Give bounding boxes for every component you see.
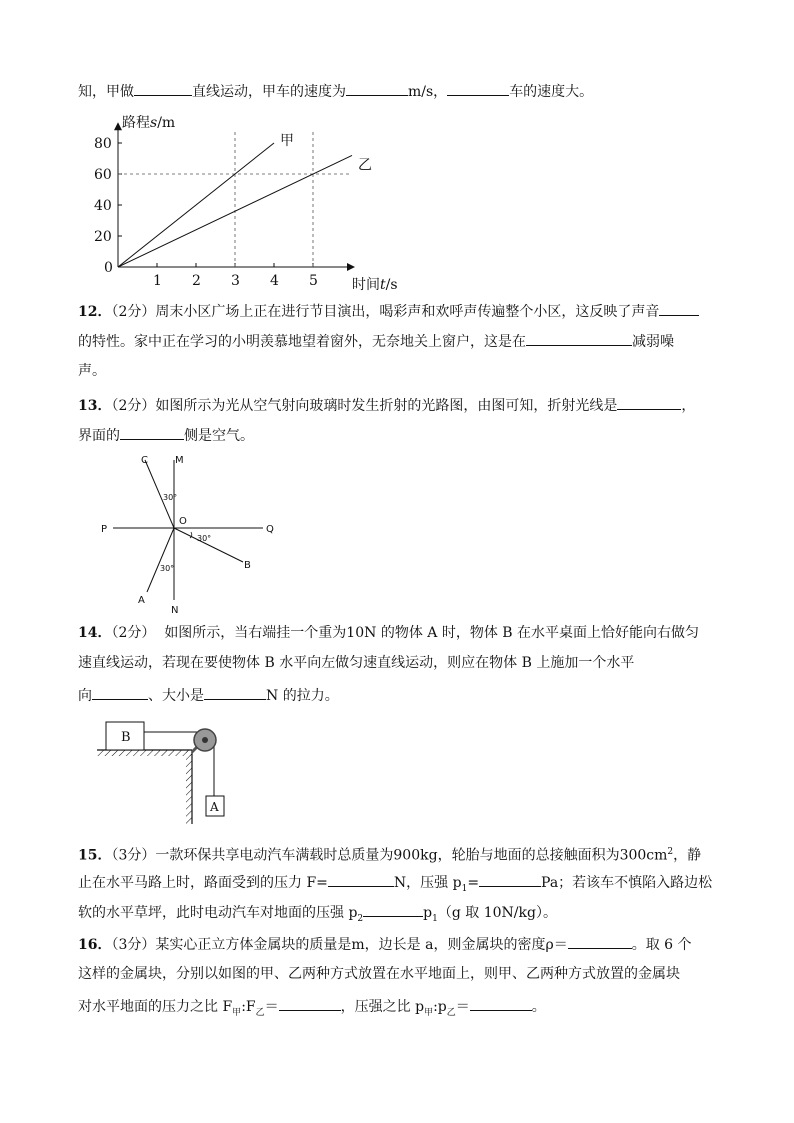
q14-text: N 的拉力。 bbox=[266, 688, 339, 704]
q13-line-1 bbox=[78, 395, 695, 416]
label-A: A bbox=[138, 595, 145, 606]
q12-line-2 bbox=[78, 331, 674, 352]
question-number: 12． bbox=[78, 304, 112, 320]
y-tick-label: 0 bbox=[104, 260, 113, 276]
y-tick-label: 20 bbox=[94, 229, 112, 245]
q15-text: 1 bbox=[432, 913, 438, 924]
q15-text: ，静 bbox=[673, 847, 702, 864]
label-P: P bbox=[101, 524, 108, 535]
label-C: C bbox=[141, 455, 148, 466]
series-line-1 bbox=[118, 143, 274, 267]
q14-text: 速直线运动，若现在要使物体 B 水平向左做匀速直线运动，则应在物体 B 上施加一个水平 bbox=[78, 655, 635, 671]
refraction-diagram bbox=[95, 450, 295, 620]
q15-text: （g 取 10N/kg）。 bbox=[437, 905, 557, 921]
answer-blank[interactable] bbox=[526, 331, 632, 346]
q13-text: ， bbox=[681, 398, 696, 414]
q16-text: 。取 6 个 bbox=[631, 937, 692, 953]
y-tick-label: 80 bbox=[94, 136, 112, 152]
q11-text-line bbox=[78, 81, 593, 102]
x-tick-label: 1 bbox=[153, 273, 162, 289]
q14-line-1 bbox=[78, 623, 699, 643]
q14-text: 、大小是 bbox=[148, 688, 204, 704]
q13-line-2 bbox=[78, 425, 254, 446]
q15-line-1 bbox=[78, 842, 701, 866]
box-A-label: A bbox=[210, 800, 219, 814]
answer-blank[interactable] bbox=[328, 872, 394, 887]
q16-text: ，压强之比 p bbox=[340, 999, 425, 1015]
answer-blank[interactable] bbox=[568, 934, 632, 949]
x-tick-label: 3 bbox=[231, 273, 240, 289]
q15-text: 2 bbox=[667, 847, 674, 857]
q15-text: p bbox=[423, 905, 433, 921]
question-number: 16． bbox=[78, 937, 112, 953]
y-tick-label: 40 bbox=[94, 198, 112, 214]
q12-text: 的特性。家中正在学习的小明羡慕地望着窗外，无奈地关上窗户，这是在 bbox=[78, 334, 526, 350]
q11-text: 知，甲做 bbox=[78, 84, 134, 100]
series-label-1: 甲 bbox=[280, 133, 294, 149]
q15-text: 2 bbox=[357, 913, 364, 924]
q15-text: 止在水平马路上时，路面受到的压力 F= bbox=[78, 875, 328, 891]
q15-text: = bbox=[467, 875, 480, 891]
q16-text: 甲 bbox=[232, 1007, 242, 1018]
q15-text: 软的水平草坪，此时电动汽车对地面的压强 p bbox=[78, 905, 358, 921]
answer-blank[interactable] bbox=[204, 685, 266, 700]
angle-label-top: 30° bbox=[163, 493, 178, 502]
q13-text: 如图所示为光从空气射向玻璃时发生折射的光路图，由图可知，折射光线是 bbox=[155, 398, 618, 414]
answer-blank[interactable] bbox=[120, 425, 184, 440]
answer-blank[interactable] bbox=[447, 81, 509, 96]
x-axis-label: 时间t/s bbox=[352, 277, 398, 293]
label-O: O bbox=[179, 516, 187, 527]
pulley-diagram bbox=[92, 712, 262, 832]
q16-line-1 bbox=[78, 934, 692, 955]
answer-blank[interactable] bbox=[346, 81, 408, 96]
label-B: B bbox=[244, 560, 251, 571]
q14-line-2 bbox=[78, 653, 634, 673]
question-score: （2分） bbox=[111, 304, 156, 320]
q12-line-1 bbox=[78, 301, 699, 322]
label-M: M bbox=[175, 455, 184, 466]
q16-text: :p bbox=[433, 999, 447, 1015]
q14-text: 向 bbox=[78, 688, 92, 704]
label-Q: Q bbox=[266, 524, 274, 535]
q15-text: N，压强 p bbox=[393, 875, 462, 891]
q14-line-3 bbox=[78, 685, 339, 706]
pulley-axle bbox=[202, 737, 208, 743]
q11-text: 直线运动，甲车的速度为 bbox=[192, 84, 346, 100]
box-B-label: B bbox=[121, 730, 131, 745]
q12-text: 减弱噪 bbox=[632, 334, 674, 350]
answer-blank[interactable] bbox=[363, 902, 423, 917]
answer-blank[interactable] bbox=[134, 81, 192, 96]
q16-text: 。 bbox=[531, 999, 546, 1015]
answer-blank[interactable] bbox=[92, 685, 148, 700]
q12-text: 声。 bbox=[78, 363, 106, 379]
q16-text: ＝ bbox=[264, 999, 279, 1015]
q16-text: 某实心正立方体金属块的质量是m，边长是 a，则金属块的密度ρ＝ bbox=[155, 937, 568, 953]
q12-line-3 bbox=[78, 361, 106, 381]
series-line-2 bbox=[118, 155, 352, 267]
q11-text: m/s， bbox=[408, 84, 448, 100]
question-number: 15． bbox=[78, 847, 112, 864]
question-number: 13． bbox=[78, 398, 112, 414]
q14-text: 如图所示，当右端挂一个重为10N 的物体 A 时，物体 B 在水平桌面上恰好能向右做匀 bbox=[164, 625, 700, 641]
angle-arc bbox=[190, 532, 192, 538]
x-tick-label: 4 bbox=[270, 273, 279, 289]
answer-blank[interactable] bbox=[617, 395, 681, 410]
answer-blank[interactable] bbox=[479, 872, 541, 887]
ray-OA bbox=[147, 528, 174, 592]
answer-blank[interactable] bbox=[470, 996, 532, 1011]
angle-label-right: 30° bbox=[197, 534, 212, 543]
q12-text: 周末小区广场上正在进行节目演出，喝彩声和欢呼声传遍整个小区，这反映了声音 bbox=[155, 304, 660, 320]
q16-text: 乙 bbox=[446, 1007, 456, 1018]
q16-text: 对水平地面的压力之比 F bbox=[78, 999, 233, 1015]
label-N: N bbox=[171, 605, 179, 616]
q16-text: 乙 bbox=[255, 1007, 265, 1018]
q15-line-2 bbox=[78, 872, 712, 899]
table-hatch bbox=[97, 750, 192, 756]
x-tick-label: 2 bbox=[192, 273, 201, 289]
table-edge-hatch bbox=[186, 750, 192, 824]
q16-line-2 bbox=[78, 964, 680, 984]
q15-line-3 bbox=[78, 902, 557, 929]
q15-text: 一款环保共享电动汽车满载时总质量为900kg，轮胎与地面的总接触面积为300cm bbox=[155, 847, 668, 864]
question-score: （2分） bbox=[111, 398, 156, 414]
q16-text: 这样的金属块，分别以如图的甲、乙两种方式放置在水平地面上，则甲、乙两种方式放置的金属块 bbox=[78, 966, 680, 982]
answer-blank[interactable] bbox=[279, 996, 341, 1011]
q16-text: 甲 bbox=[424, 1007, 434, 1018]
q15-text: Pa；若该车不慎陷入路边松 bbox=[541, 875, 713, 891]
q16-text: :F bbox=[241, 999, 256, 1015]
question-score: （2分） bbox=[111, 625, 156, 641]
x-tick-label: 5 bbox=[309, 273, 318, 289]
question-score: （3分） bbox=[111, 847, 156, 864]
angle-label-bottom: 30° bbox=[160, 564, 175, 573]
q15-text: 1 bbox=[461, 883, 468, 894]
question-score: （3分） bbox=[111, 937, 156, 953]
series-label-2: 乙 bbox=[358, 157, 372, 174]
q16-text: ＝ bbox=[455, 999, 470, 1015]
q16-line-3 bbox=[78, 996, 546, 1023]
q11-text: 车的速度大。 bbox=[509, 84, 594, 100]
q13-text: 侧是空气。 bbox=[184, 428, 254, 444]
answer-blank[interactable] bbox=[659, 301, 699, 316]
question-number: 14． bbox=[78, 625, 112, 641]
y-tick-label: 60 bbox=[94, 167, 112, 183]
y-axis-label: 路程s/m bbox=[122, 115, 176, 131]
q13-text: 界面的 bbox=[78, 428, 120, 444]
